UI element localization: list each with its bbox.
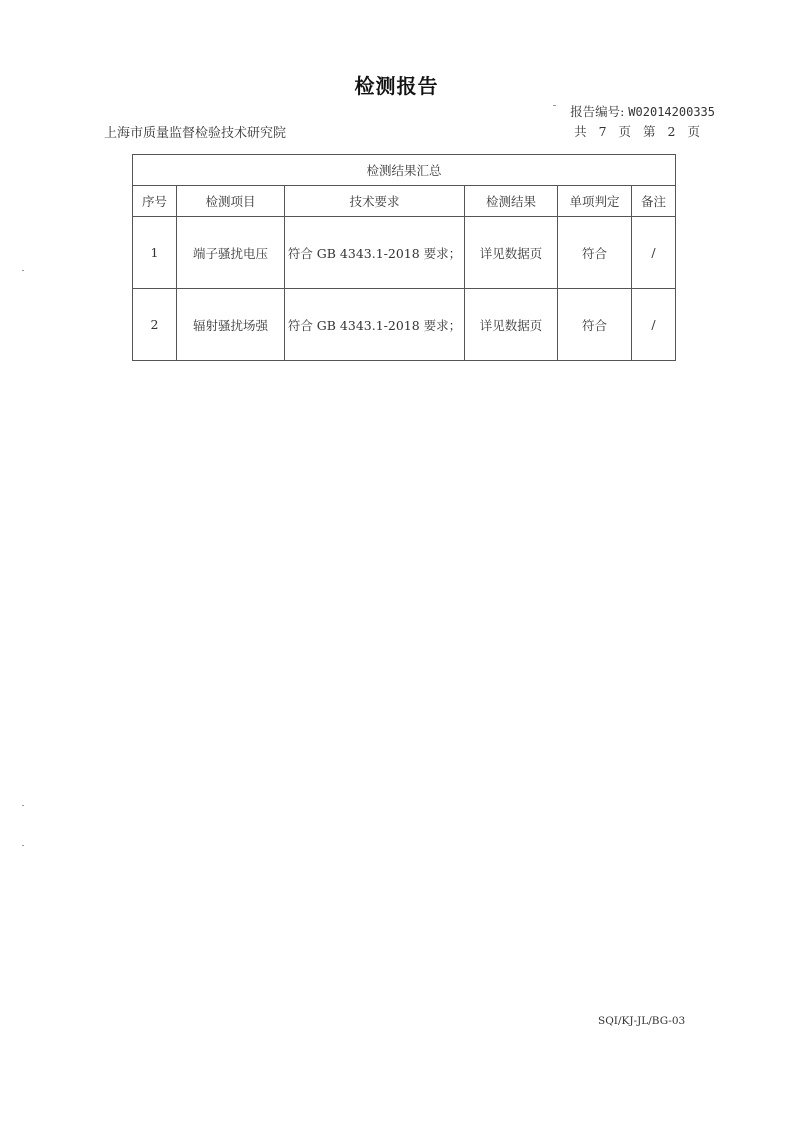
page-current-prefix: 第 — [643, 124, 656, 139]
cell-verdict: 符合 — [558, 217, 632, 289]
table-header-row — [133, 186, 676, 217]
results-summary-table — [132, 154, 676, 361]
cell-index: 2 — [133, 289, 177, 361]
report-number-label: 报告编号: — [570, 104, 625, 119]
scan-speck — [22, 845, 24, 846]
cell-result: 详见数据页 — [465, 289, 558, 361]
header-test-item: 检测项目 — [177, 186, 285, 217]
header-remark: 备注 — [632, 186, 676, 217]
document-code: SQI/KJ-JL/BG-03 — [598, 1015, 686, 1027]
table-caption: 检测结果汇总 — [133, 155, 676, 186]
page-word: 页 — [618, 124, 632, 139]
report-number — [570, 102, 715, 120]
cell-requirement: 符合 GB 4343.1-2018 要求； — [285, 217, 465, 289]
scan-speck — [22, 805, 24, 806]
cell-requirement: 符合 GB 4343.1-2018 要求； — [285, 289, 465, 361]
header-index: 序号 — [133, 186, 177, 217]
header-requirement: 技术要求 — [285, 186, 465, 217]
page-current-suffix: 页 — [687, 124, 700, 139]
scan-speck — [22, 270, 24, 271]
cell-remark: / — [632, 289, 676, 361]
table-row — [133, 217, 676, 289]
cell-result: 详见数据页 — [465, 217, 558, 289]
header-verdict: 单项判定 — [558, 186, 632, 217]
page-current: 2 — [667, 124, 676, 139]
cell-remark: / — [632, 217, 676, 289]
table-row — [133, 289, 676, 361]
table-caption-row — [133, 155, 676, 186]
document-title: 检测报告 — [354, 74, 439, 98]
page-total-prefix: 共 — [574, 124, 587, 139]
cell-test-item: 辐射骚扰场强 — [177, 289, 285, 361]
header-result: 检测结果 — [465, 186, 558, 217]
cell-index: 1 — [133, 217, 177, 289]
cell-verdict: 符合 — [558, 289, 632, 361]
page-indicator — [574, 122, 700, 140]
cell-test-item: 端子骚扰电压 — [177, 217, 285, 289]
institute-name: 上海市质量监督检验技术研究院 — [104, 126, 287, 141]
page-total: 7 — [598, 124, 607, 139]
scan-speck — [553, 105, 556, 106]
report-number-value: W02014200335 — [628, 105, 715, 119]
